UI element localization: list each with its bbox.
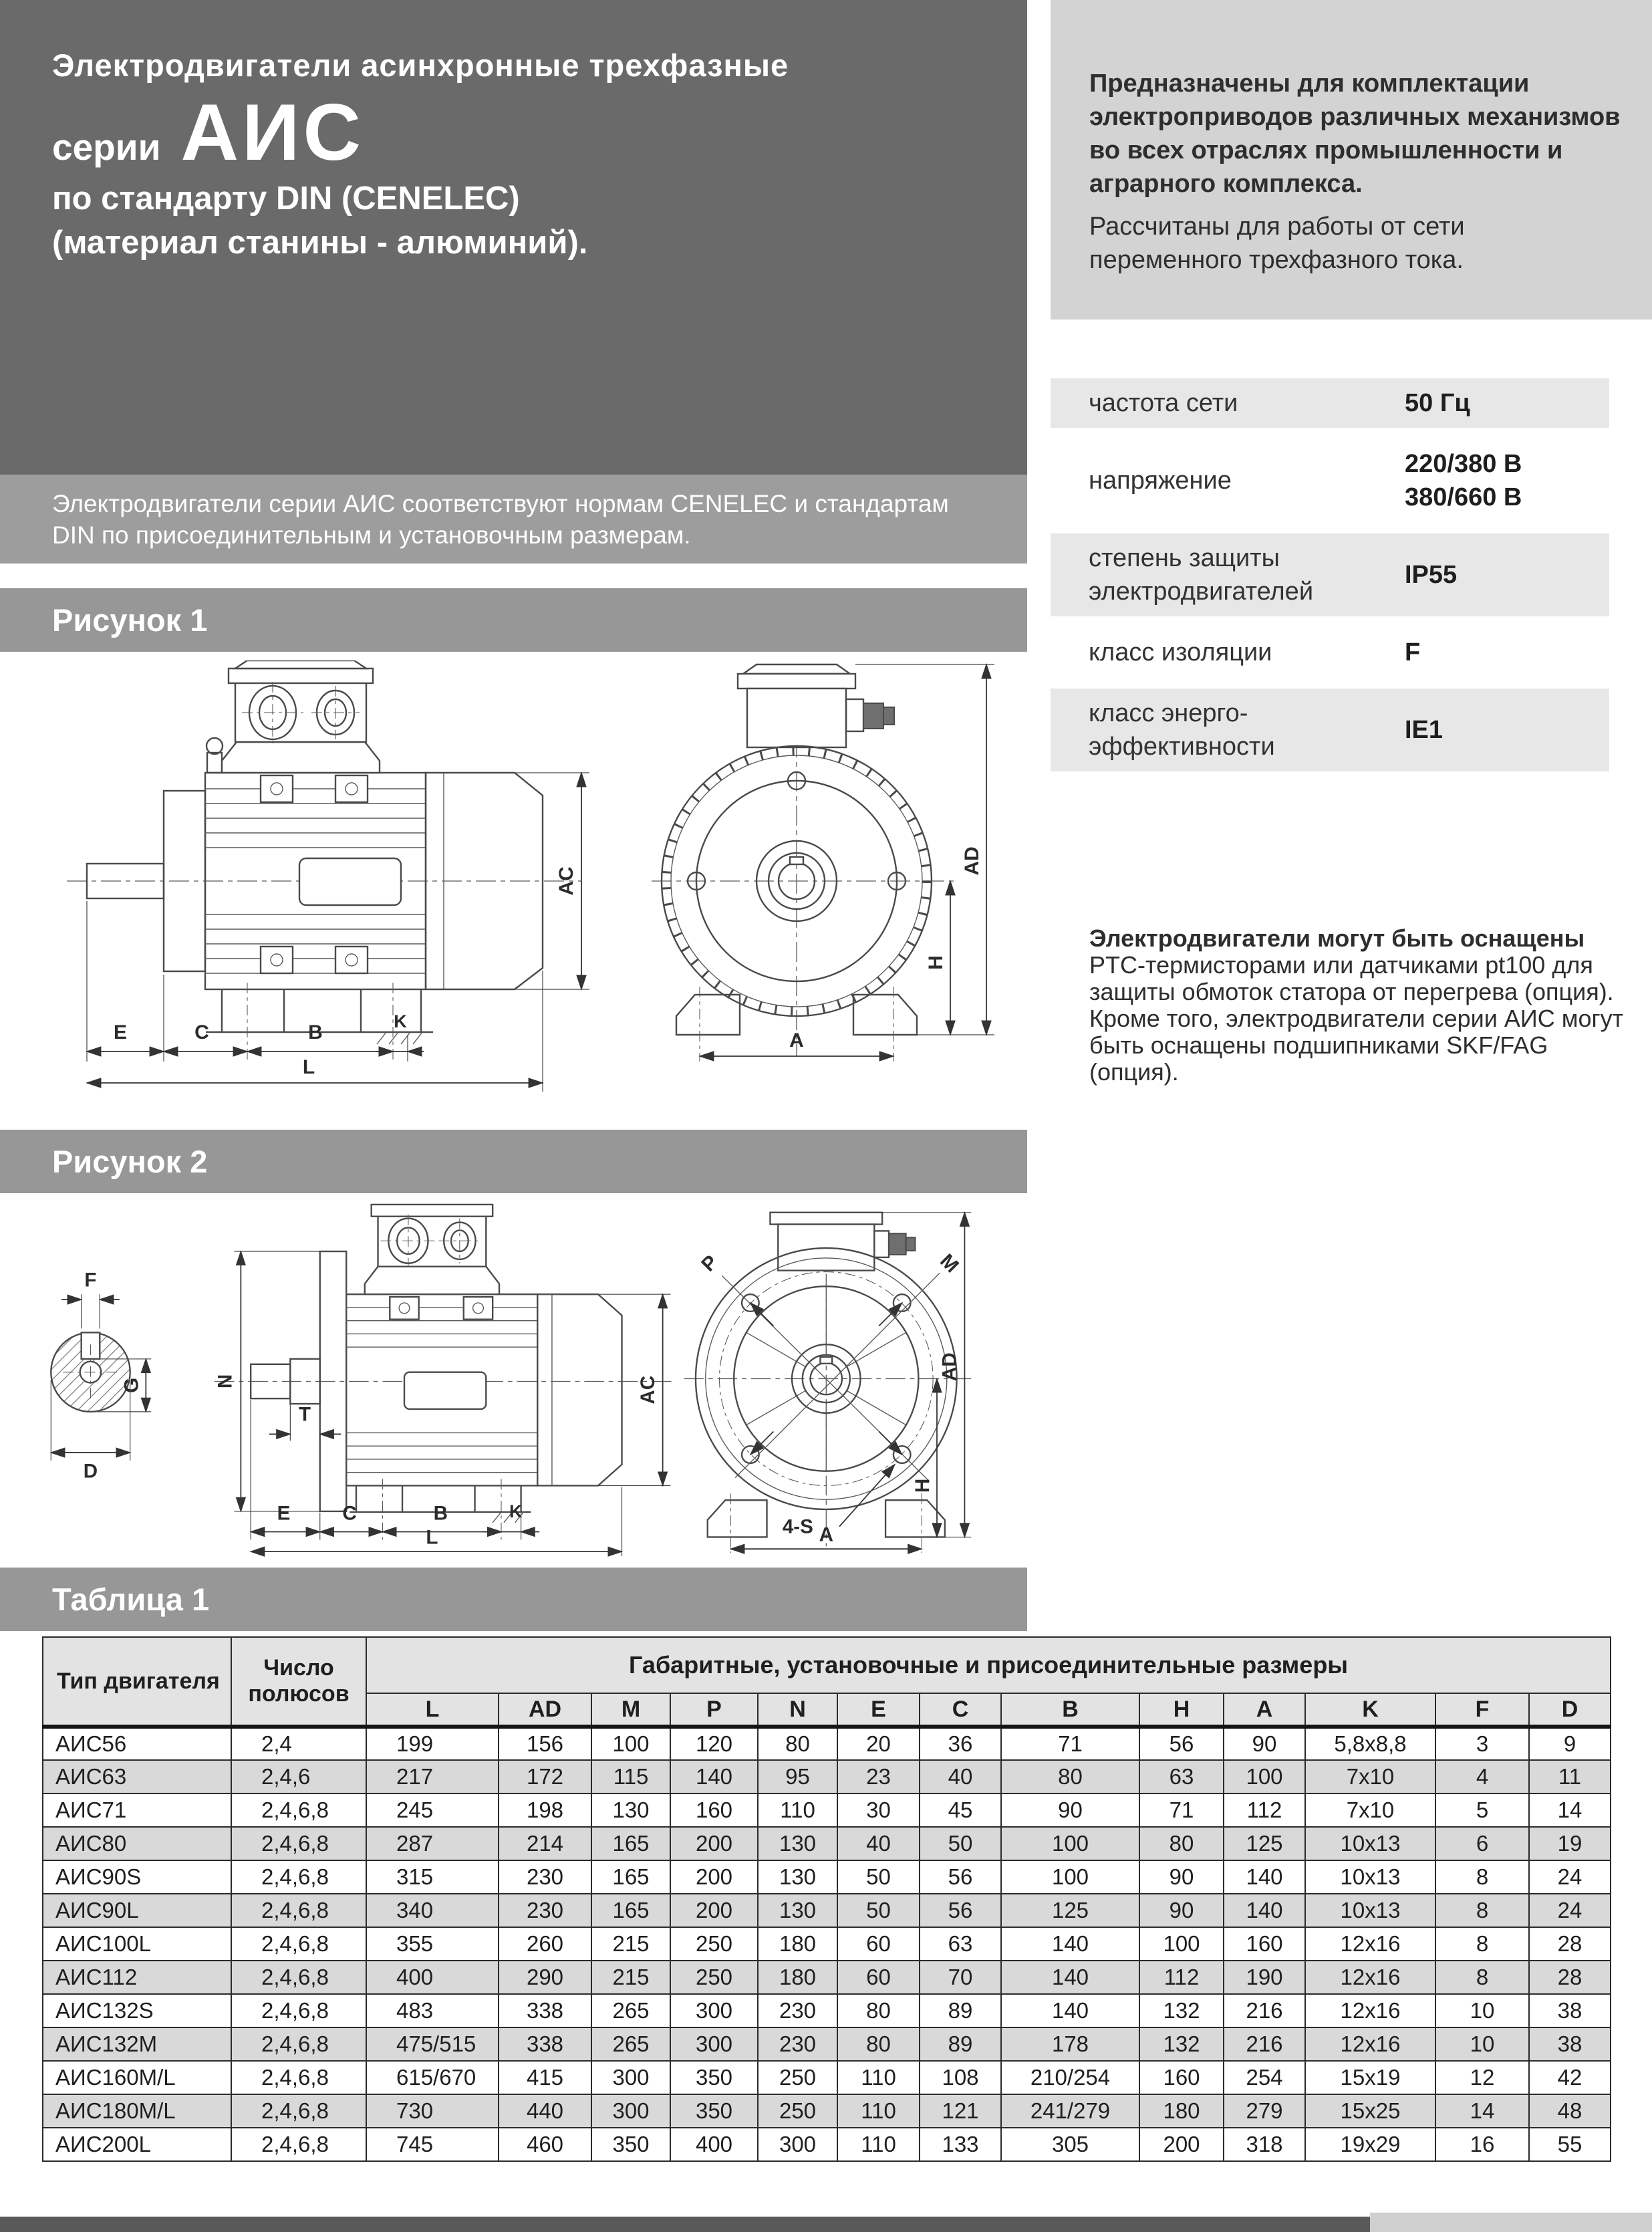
table-cell: 2,4,6,8 bbox=[231, 1827, 366, 1860]
motor-front-view bbox=[652, 664, 954, 1062]
table-cell: АИС132M bbox=[43, 2027, 231, 2061]
table-cell: 160 bbox=[670, 1793, 758, 1827]
options-note-line2: Кроме того, электродвигатели серии АИС могут быть оснащены подшипниками SKF/FAG (опция). bbox=[1089, 1005, 1624, 1086]
table-cell: АИС180M/L bbox=[43, 2094, 231, 2128]
table-cell: 12x16 bbox=[1305, 1961, 1435, 1994]
dim-label-l: L bbox=[302, 1056, 315, 1078]
table-cell: 200 bbox=[670, 1827, 758, 1860]
spec-row bbox=[1051, 628, 1609, 677]
table-cell: 132 bbox=[1139, 2027, 1224, 2061]
table-cell: 190 bbox=[1224, 1961, 1305, 1994]
table-cell: 90 bbox=[1224, 1727, 1305, 1760]
spec-row bbox=[1051, 439, 1609, 522]
dim-label-b: B bbox=[308, 1021, 323, 1043]
table-cell: 56 bbox=[920, 1860, 1001, 1894]
table-cell: 133 bbox=[920, 2128, 1001, 2161]
table-cell: АИС200L bbox=[43, 2128, 231, 2161]
table-cell: 172 bbox=[499, 1760, 591, 1793]
series-name: АИС bbox=[180, 88, 364, 177]
table-cell: 350 bbox=[591, 2128, 670, 2161]
table-cell: 90 bbox=[1139, 1860, 1224, 1894]
column-header-dim: P bbox=[670, 1693, 758, 1727]
table-cell: 245 bbox=[366, 1793, 499, 1827]
table-cell: 250 bbox=[670, 1927, 758, 1961]
options-note-line1 bbox=[1089, 925, 1636, 1005]
column-header-dim: A bbox=[1224, 1693, 1305, 1727]
dim-label-h2: H bbox=[912, 1478, 934, 1493]
table-cell: 350 bbox=[670, 2094, 758, 2128]
table-cell: 38 bbox=[1529, 1994, 1611, 2027]
table-cell: 340 bbox=[366, 1894, 499, 1927]
table-row bbox=[43, 2027, 1611, 2061]
table-cell: 130 bbox=[591, 1793, 670, 1827]
table-cell: 90 bbox=[1001, 1793, 1139, 1827]
table-cell: 230 bbox=[758, 1994, 837, 2027]
table-cell: 215 bbox=[591, 1961, 670, 1994]
table-cell: 250 bbox=[758, 2094, 837, 2128]
table-cell: 305 bbox=[1001, 2128, 1139, 2161]
table-cell: 440 bbox=[499, 2094, 591, 2128]
table-cell: 2,4,6,8 bbox=[231, 1927, 366, 1961]
table-cell: 180 bbox=[758, 1961, 837, 1994]
options-note-bold: Электродвигатели могут быть оснащены bbox=[1089, 924, 1585, 952]
dim-label-e: E bbox=[113, 1021, 128, 1043]
column-header-dim: K bbox=[1305, 1693, 1435, 1727]
table-cell: 12 bbox=[1435, 2061, 1529, 2094]
table-cell: 180 bbox=[1139, 2094, 1224, 2128]
table-cell: 90 bbox=[1139, 1894, 1224, 1927]
dim-label-b2: B bbox=[433, 1502, 448, 1525]
series-prefix: серии bbox=[52, 126, 161, 168]
table-header bbox=[43, 1637, 1611, 1727]
dim-label-ac: AC bbox=[555, 866, 577, 896]
column-header-dim: N bbox=[758, 1693, 837, 1727]
table-cell: 400 bbox=[366, 1961, 499, 1994]
table-row bbox=[43, 1994, 1611, 2027]
table-cell: 30 bbox=[837, 1793, 920, 1827]
table-cell: 125 bbox=[1001, 1894, 1139, 1927]
table-cell: 730 bbox=[366, 2094, 499, 2128]
table-cell: 2,4,6,8 bbox=[231, 2061, 366, 2094]
table-cell: 8 bbox=[1435, 1961, 1529, 1994]
table-cell: АИС80 bbox=[43, 1827, 231, 1860]
table-row bbox=[43, 1727, 1611, 1760]
table-cell: 80 bbox=[837, 2027, 920, 2061]
figure1-front-dimensions bbox=[700, 664, 994, 1056]
table-cell: 24 bbox=[1529, 1894, 1611, 1927]
table-cell: 130 bbox=[758, 1827, 837, 1860]
dim-label-n: N bbox=[214, 1374, 237, 1389]
table-cell: 112 bbox=[1224, 1793, 1305, 1827]
table-row bbox=[43, 1894, 1611, 1927]
table-cell: 16 bbox=[1435, 2128, 1529, 2161]
table-cell: 71 bbox=[1001, 1727, 1139, 1760]
column-header-dim: B bbox=[1001, 1693, 1139, 1727]
dim-label-k: K bbox=[394, 1011, 407, 1031]
table-cell: 10 bbox=[1435, 2027, 1529, 2061]
column-header-dim: M bbox=[591, 1693, 670, 1727]
table-cell: 140 bbox=[670, 1760, 758, 1793]
table-cell: 60 bbox=[837, 1927, 920, 1961]
table-cell: 12x16 bbox=[1305, 1927, 1435, 1961]
dim-label-a2: A bbox=[819, 1523, 833, 1546]
table-cell: 89 bbox=[920, 1994, 1001, 2027]
dim-label-4s: 4-S bbox=[782, 1515, 813, 1538]
table-cell: АИС56 bbox=[43, 1727, 231, 1760]
table-cell: 55 bbox=[1529, 2128, 1611, 2161]
table-cell: 95 bbox=[758, 1760, 837, 1793]
table-cell: 210/254 bbox=[1001, 2061, 1139, 2094]
column-header-poles: Число полюсов bbox=[231, 1637, 366, 1727]
table-cell: 110 bbox=[837, 2128, 920, 2161]
dim-label-t: T bbox=[299, 1403, 311, 1426]
dim-label-c2: C bbox=[342, 1502, 357, 1525]
figure1-banner: Рисунок 1 bbox=[0, 588, 1027, 652]
options-note-rest: PTC-термисторами или датчиками pt100 для защиты обмоток статора от перегрева (опция). bbox=[1089, 951, 1614, 1005]
table-cell: 100 bbox=[591, 1727, 670, 1760]
dim-label-ac2: AC bbox=[636, 1375, 659, 1404]
spec-value: IE1 bbox=[1405, 716, 1443, 744]
figure1-drawing bbox=[47, 660, 996, 1102]
table-row bbox=[43, 1927, 1611, 1961]
table-cell: 2,4,6,8 bbox=[231, 2027, 366, 2061]
table-cell: АИС63 bbox=[43, 1760, 231, 1793]
table-cell: 5 bbox=[1435, 1793, 1529, 1827]
table-cell: 199 bbox=[366, 1727, 499, 1760]
table-cell: 300 bbox=[670, 1994, 758, 2027]
table-cell: 15x25 bbox=[1305, 2094, 1435, 2128]
table-cell: 108 bbox=[920, 2061, 1001, 2094]
table-cell: 19 bbox=[1529, 1827, 1611, 1860]
table-cell: 355 bbox=[366, 1927, 499, 1961]
table-cell: 45 bbox=[920, 1793, 1001, 1827]
standard-line: по стандарту DIN (CENELEC) bbox=[52, 180, 520, 217]
table-cell: 4 bbox=[1435, 1760, 1529, 1793]
table-cell: 2,4,6,8 bbox=[231, 1894, 366, 1927]
table-cell: 2,4,6 bbox=[231, 1760, 366, 1793]
table-cell: 14 bbox=[1529, 1793, 1611, 1827]
table-cell: 10x13 bbox=[1305, 1827, 1435, 1860]
spec-row bbox=[1051, 689, 1609, 771]
table-cell: 48 bbox=[1529, 2094, 1611, 2128]
table-cell: 89 bbox=[920, 2027, 1001, 2061]
table-cell: 415 bbox=[499, 2061, 591, 2094]
table-cell: 217 bbox=[366, 1760, 499, 1793]
table-cell: 56 bbox=[1139, 1727, 1224, 1760]
figure2-banner: Рисунок 2 bbox=[0, 1130, 1027, 1193]
table-cell: 10 bbox=[1435, 1994, 1529, 2027]
dim-label-k2: K bbox=[509, 1501, 523, 1521]
table-cell: 36 bbox=[920, 1727, 1001, 1760]
table-cell: 110 bbox=[758, 1793, 837, 1827]
dim-label-m: M bbox=[936, 1249, 963, 1277]
series-title bbox=[52, 86, 1027, 178]
column-header-dim: D bbox=[1529, 1693, 1611, 1727]
table-banner: Таблица 1 bbox=[0, 1568, 1027, 1631]
column-header-group: Габаритные, установочные и присоединительные размеры bbox=[366, 1637, 1611, 1693]
table-cell: 20 bbox=[837, 1727, 920, 1760]
table-row bbox=[43, 2061, 1611, 2094]
column-header-dim: C bbox=[920, 1693, 1001, 1727]
table-cell: 38 bbox=[1529, 2027, 1611, 2061]
motor-side-view-flange bbox=[215, 1205, 676, 1539]
dim-label-d: D bbox=[83, 1460, 98, 1483]
table-cell: 80 bbox=[1001, 1760, 1139, 1793]
table-cell: 745 bbox=[366, 2128, 499, 2161]
intro-paragraph-bold: Предназначены для комплектации электроприводов различных механизмов во всех отраслях промышленности и аграрного комплекса. bbox=[1089, 70, 1621, 198]
table-cell: 8 bbox=[1435, 1894, 1529, 1927]
table-cell: 50 bbox=[837, 1860, 920, 1894]
table-cell: 300 bbox=[758, 2128, 837, 2161]
table-cell: 50 bbox=[920, 1827, 1001, 1860]
table-cell: 130 bbox=[758, 1894, 837, 1927]
table-cell: 23 bbox=[837, 1760, 920, 1793]
table-cell: 290 bbox=[499, 1961, 591, 1994]
table-cell: 115 bbox=[591, 1760, 670, 1793]
table-cell: АИС71 bbox=[43, 1793, 231, 1827]
table-cell: 100 bbox=[1001, 1827, 1139, 1860]
table-cell: 200 bbox=[670, 1860, 758, 1894]
motor-front-view-flange bbox=[684, 1213, 971, 1553]
table-cell: 6 bbox=[1435, 1827, 1529, 1860]
table-cell: 63 bbox=[1139, 1760, 1224, 1793]
figure1-side-dimensions bbox=[87, 773, 589, 1092]
intro-paragraph-regular: Рассчитаны для работы от сети переменного трехфазного тока. bbox=[1089, 213, 1465, 274]
spec-value: 50 Гц bbox=[1405, 389, 1470, 417]
table-cell: 11 bbox=[1529, 1760, 1611, 1793]
table-cell: 300 bbox=[591, 2094, 670, 2128]
table-cell: 110 bbox=[837, 2094, 920, 2128]
table-cell: 279 bbox=[1224, 2094, 1305, 2128]
table-cell: 121 bbox=[920, 2094, 1001, 2128]
table-row bbox=[43, 1860, 1611, 1894]
dimensions-table bbox=[42, 1636, 1611, 2162]
spec-label: напряжение bbox=[1089, 467, 1232, 495]
footer-bar-dark bbox=[0, 2217, 1370, 2232]
page-title: Электродвигатели асинхронные трехфазные bbox=[52, 47, 789, 83]
table-row bbox=[43, 2128, 1611, 2161]
table-cell: 2,4,6,8 bbox=[231, 1860, 366, 1894]
dim-label-ad2: AD bbox=[938, 1352, 961, 1382]
table-cell: 60 bbox=[837, 1961, 920, 1994]
table-cell: 12x16 bbox=[1305, 2027, 1435, 2061]
spec-label: степень защиты электродвигателей bbox=[1089, 544, 1314, 606]
table-cell: 40 bbox=[837, 1827, 920, 1860]
table-cell: 140 bbox=[1224, 1860, 1305, 1894]
table-cell: 19x29 bbox=[1305, 2128, 1435, 2161]
table-cell: 180 bbox=[758, 1927, 837, 1961]
table-cell: 63 bbox=[920, 1927, 1001, 1961]
table-cell: 260 bbox=[499, 1927, 591, 1961]
table-row bbox=[43, 1961, 1611, 1994]
table-cell: 338 bbox=[499, 1994, 591, 2027]
dim-label-l2: L bbox=[426, 1526, 438, 1549]
intro-panel bbox=[1051, 0, 1652, 320]
table-cell: 9 bbox=[1529, 1727, 1611, 1760]
table-cell: 250 bbox=[670, 1961, 758, 1994]
table-cell: 615/670 bbox=[366, 2061, 499, 2094]
table-cell: 100 bbox=[1224, 1760, 1305, 1793]
table-cell: 50 bbox=[837, 1894, 920, 1927]
table-cell: 100 bbox=[1001, 1860, 1139, 1894]
table-cell: 7x10 bbox=[1305, 1793, 1435, 1827]
table-cell: 165 bbox=[591, 1894, 670, 1927]
table-cell: 80 bbox=[758, 1727, 837, 1760]
table-cell: 130 bbox=[758, 1860, 837, 1894]
table-cell: 56 bbox=[920, 1894, 1001, 1927]
column-header-dim: H bbox=[1139, 1693, 1224, 1727]
table-cell: 475/515 bbox=[366, 2027, 499, 2061]
table-cell: 350 bbox=[670, 2061, 758, 2094]
table-cell: 216 bbox=[1224, 2027, 1305, 2061]
table-cell: 80 bbox=[837, 1994, 920, 2027]
table-cell: 15x19 bbox=[1305, 2061, 1435, 2094]
table-cell: 40 bbox=[920, 1760, 1001, 1793]
dim-label-a: A bbox=[789, 1029, 804, 1051]
table-cell: 178 bbox=[1001, 2027, 1139, 2061]
column-header-dim: F bbox=[1435, 1693, 1529, 1727]
table-cell: 215 bbox=[591, 1927, 670, 1961]
table-cell: 254 bbox=[1224, 2061, 1305, 2094]
table-cell: 241/279 bbox=[1001, 2094, 1139, 2128]
table-cell: 140 bbox=[1001, 1961, 1139, 1994]
table-cell: АИС90L bbox=[43, 1894, 231, 1927]
table-cell: 230 bbox=[499, 1894, 591, 1927]
dim-label-e2: E bbox=[277, 1502, 291, 1525]
spec-value: F bbox=[1405, 638, 1421, 666]
dim-label-g: G bbox=[120, 1377, 143, 1393]
table-cell: 140 bbox=[1001, 1927, 1139, 1961]
table-cell: 100 bbox=[1139, 1927, 1224, 1961]
table-row bbox=[43, 1827, 1611, 1860]
table-row bbox=[43, 2094, 1611, 2128]
table-cell: 10x13 bbox=[1305, 1894, 1435, 1927]
column-header-dim: E bbox=[837, 1693, 920, 1727]
table-cell: 460 bbox=[499, 2128, 591, 2161]
options-note bbox=[1089, 925, 1636, 1086]
table-cell: 2,4,6,8 bbox=[231, 1793, 366, 1827]
spec-label: частота сети bbox=[1089, 389, 1238, 417]
table-cell: 198 bbox=[499, 1793, 591, 1827]
table-row bbox=[43, 1793, 1611, 1827]
figure2-drawing bbox=[17, 1202, 986, 1558]
table-cell: 2,4,6,8 bbox=[231, 1994, 366, 2027]
table-cell: 2,4,6,8 bbox=[231, 2094, 366, 2128]
table-cell: 2,4,6,8 bbox=[231, 1961, 366, 1994]
table-cell: 14 bbox=[1435, 2094, 1529, 2128]
spec-value: 220/380 В 380/660 В bbox=[1405, 450, 1522, 511]
table-cell: 216 bbox=[1224, 1994, 1305, 2027]
table-cell: 400 bbox=[670, 2128, 758, 2161]
table-cell: 156 bbox=[499, 1727, 591, 1760]
table-cell: 28 bbox=[1529, 1927, 1611, 1961]
table-cell: 7x10 bbox=[1305, 1760, 1435, 1793]
table-cell: 200 bbox=[670, 1894, 758, 1927]
table-cell: 165 bbox=[591, 1860, 670, 1894]
shaft-section-detail bbox=[51, 1269, 151, 1482]
table-row bbox=[43, 1760, 1611, 1793]
table-cell: 160 bbox=[1139, 2061, 1224, 2094]
table-cell: 8 bbox=[1435, 1927, 1529, 1961]
table-cell: 140 bbox=[1224, 1894, 1305, 1927]
table-cell: 3 bbox=[1435, 1727, 1529, 1760]
table-cell: 315 bbox=[366, 1860, 499, 1894]
table-cell: 12x16 bbox=[1305, 1994, 1435, 2027]
table-cell: АИС160M/L bbox=[43, 2061, 231, 2094]
table-cell: 10x13 bbox=[1305, 1860, 1435, 1894]
table-cell: 300 bbox=[670, 2027, 758, 2061]
table-cell: 8 bbox=[1435, 1860, 1529, 1894]
table-cell: 250 bbox=[758, 2061, 837, 2094]
dim-label-f: F bbox=[84, 1269, 97, 1291]
table-cell: 120 bbox=[670, 1727, 758, 1760]
table-cell: 287 bbox=[366, 1827, 499, 1860]
table-cell: 80 bbox=[1139, 1827, 1224, 1860]
table-cell: 70 bbox=[920, 1961, 1001, 1994]
table-cell: 338 bbox=[499, 2027, 591, 2061]
material-line: (материал станины - алюминий). bbox=[52, 225, 588, 261]
table-cell: 132 bbox=[1139, 1994, 1224, 2027]
spec-value: IP55 bbox=[1405, 561, 1458, 589]
spec-label: класс изоляции bbox=[1089, 638, 1272, 666]
table-cell: 140 bbox=[1001, 1994, 1139, 2027]
dim-label-h: H bbox=[925, 955, 947, 970]
table-cell: АИС132S bbox=[43, 1994, 231, 2027]
table-cell: 42 bbox=[1529, 2061, 1611, 2094]
motor-side-view bbox=[67, 660, 581, 1062]
table-cell: 110 bbox=[837, 2061, 920, 2094]
table-cell: 28 bbox=[1529, 1961, 1611, 1994]
table-cell: 265 bbox=[591, 1994, 670, 2027]
table-cell: 2,4,6,8 bbox=[231, 2128, 366, 2161]
table-cell: 2,4 bbox=[231, 1727, 366, 1760]
dim-label-ad: AD bbox=[961, 846, 983, 876]
spec-row bbox=[1051, 378, 1609, 428]
column-header-dim: AD bbox=[499, 1693, 591, 1727]
dim-label-p: P bbox=[697, 1251, 722, 1276]
table-cell: 265 bbox=[591, 2027, 670, 2061]
column-header-dim: L bbox=[366, 1693, 499, 1727]
dim-label-c: C bbox=[194, 1021, 209, 1043]
table-cell: 125 bbox=[1224, 1827, 1305, 1860]
table-cell: 230 bbox=[499, 1860, 591, 1894]
table-cell: 230 bbox=[758, 2027, 837, 2061]
table-cell: АИС112 bbox=[43, 1961, 231, 1994]
table-cell: 214 bbox=[499, 1827, 591, 1860]
table-cell: 24 bbox=[1529, 1860, 1611, 1894]
spec-label: класс энерго-эффективности bbox=[1089, 699, 1275, 761]
column-header-type: Тип двигателя bbox=[43, 1637, 231, 1727]
title-block bbox=[0, 0, 1027, 475]
table-cell: 5,8x8,8 bbox=[1305, 1727, 1435, 1760]
table-cell: 483 bbox=[366, 1994, 499, 2027]
table-body bbox=[43, 1727, 1611, 2161]
spec-row bbox=[1051, 533, 1609, 616]
table-cell: 71 bbox=[1139, 1793, 1224, 1827]
table-cell: 112 bbox=[1139, 1961, 1224, 1994]
table-cell: 318 bbox=[1224, 2128, 1305, 2161]
table-cell: АИС100L bbox=[43, 1927, 231, 1961]
table-cell: 160 bbox=[1224, 1927, 1305, 1961]
table-cell: 300 bbox=[591, 2061, 670, 2094]
table-cell: 200 bbox=[1139, 2128, 1224, 2161]
spec-list bbox=[1051, 378, 1609, 783]
table-cell: 165 bbox=[591, 1827, 670, 1860]
table-cell: АИС90S bbox=[43, 1860, 231, 1894]
subtitle-block: Электродвигатели серии АИС соответствуют нормам CENELEC и стандартам DIN по присоединительным и установочным размерам. bbox=[0, 475, 1027, 564]
footer-bar-light bbox=[1370, 2213, 1652, 2232]
